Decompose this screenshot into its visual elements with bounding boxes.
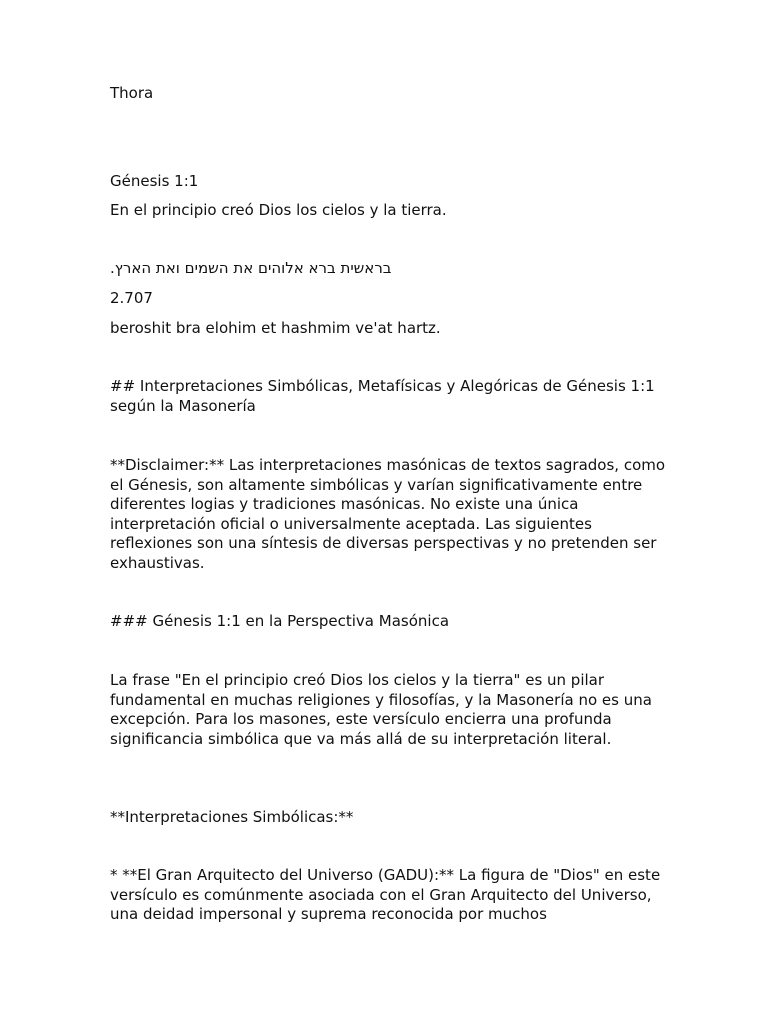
bullet-item-gadu: * **El Gran Arquitecto del Universo (GADU):** La figura de "Dios" en este versículo es comúnmente asociada con el Gran Arquitecto del Universo, una deidad impersonal y suprema reconocida por muchos (110, 866, 661, 923)
subheading-symbolic-interpretations: **Interpretaciones Simbólicas:** (110, 808, 354, 826)
disclaimer-paragraph: **Disclaimer:** Las interpretaciones masónicas de textos sagrados, como el Génesis, son altamente simbólicas y varían significativamente entre diferentes logias y tradiciones masónicas. No existe una única interpretación oficial o universalmente aceptada. Las siguientes reflexiones son una síntesis de diversas perspectivas y no pretenden ser exhaustivas. (110, 456, 666, 572)
verse-transliteration: beroshit bra elohim et hashmim ve'at hartz. (110, 319, 441, 337)
section-heading-h3: ### Génesis 1:1 en la Perspectiva Masónica (110, 612, 450, 630)
verse-hebrew: בראשית ברא אלוהים את השמים ואת הארץ. (110, 259, 392, 277)
body-paragraph: La frase "En el principio creó Dios los cielos y la tierra" es un pilar fundamental en muchas religiones y filosofías, y la Masonería no es una excepción. Para los masones, este versículo encierra una profunda significancia simbólica que va más allá de su interpretación literal. (110, 671, 652, 748)
number-value: 2.707 (110, 289, 153, 307)
section-heading-h2: ## Interpretaciones Simbólicas, Metafísicas y Alegóricas de Génesis 1:1 según la Masonería (110, 377, 655, 415)
verse-spanish: En el principio creó Dios los cielos y la tierra. (110, 201, 447, 219)
document-title: Thora (110, 84, 154, 102)
verse-reference: Génesis 1:1 (110, 172, 199, 190)
